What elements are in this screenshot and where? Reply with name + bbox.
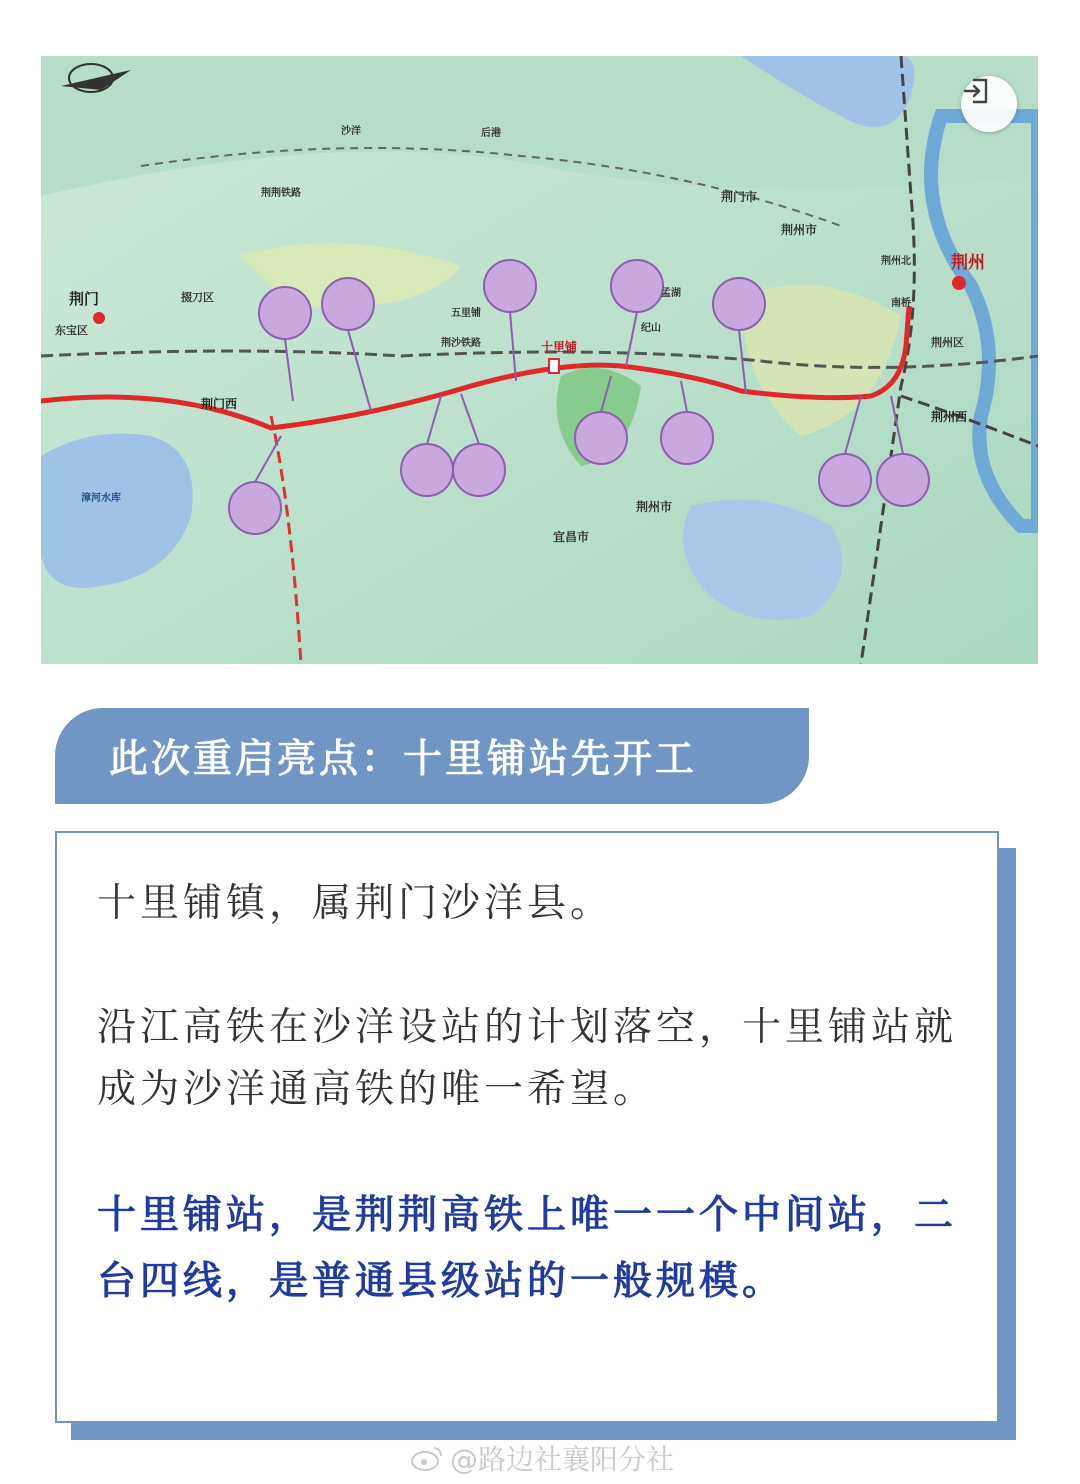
label-jingmen: 荆门 — [69, 291, 100, 308]
label-dongbao: 东宝区 — [55, 325, 88, 337]
jingmen-marker — [93, 312, 105, 324]
label-menghu: 孟湖 — [661, 288, 681, 299]
weibo-icon — [410, 1444, 444, 1472]
label-yichang-city: 宜昌市 — [553, 530, 590, 544]
label-jingzhou-dist: 荆州区 — [931, 337, 964, 349]
watermark-text: @路边社襄阳分社 — [450, 1443, 675, 1476]
watermark — [410, 1438, 674, 1478]
expand-map-button[interactable] — [961, 76, 1017, 132]
label-jingzhou-city: 荆州市 — [781, 223, 818, 237]
label-jingzhou-city-2: 荆州市 — [636, 500, 673, 514]
label-jili: 纪山 — [641, 323, 661, 334]
paragraph-3-highlight: 十里铺站，是荆荆高铁上唯一一个中间站，二台四线，是普通县级站的一般规模。 — [97, 1193, 958, 1304]
label-jingsha: 荆沙铁路 — [441, 338, 481, 349]
label-nanqiao: 南桥 — [891, 298, 911, 309]
label-jingmen-west: 荆门西 — [201, 397, 238, 411]
route-map-drawing — [41, 56, 1038, 664]
label-shilipu: 十里铺 — [541, 340, 578, 354]
label-jingzhou-north: 荆州北 — [881, 256, 911, 267]
route-map — [41, 56, 1038, 664]
content-card — [55, 831, 999, 1423]
section-title-banner — [55, 708, 809, 804]
label-jingzhou: 荆州 — [951, 253, 985, 272]
section-title: 此次重启亮点：十里铺站先开工 — [109, 737, 698, 782]
jingzhou-marker — [952, 276, 966, 290]
paragraph-2: 沿江高铁在沙洋设站的计划落空，十里铺站就成为沙洋通高铁的唯一希望。 — [97, 1005, 958, 1112]
label-shayang: 沙洋 — [341, 126, 361, 137]
expand-exit-icon — [961, 76, 991, 106]
label-reservoir: 漳河水库 — [81, 493, 121, 504]
label-jingmen-city: 荆门市 — [721, 190, 758, 204]
label-wuli: 五里铺 — [451, 308, 481, 319]
label-jingzhou-west: 荆州西 — [931, 410, 968, 424]
label-rotie: 荆荆铁路 — [261, 188, 301, 199]
label-hougang: 后港 — [481, 128, 501, 139]
paragraph-1: 十里铺镇，属荆门沙洋县。 — [97, 881, 614, 926]
shilipu-station — [549, 359, 559, 373]
label-duodao: 掇刀区 — [181, 292, 214, 304]
